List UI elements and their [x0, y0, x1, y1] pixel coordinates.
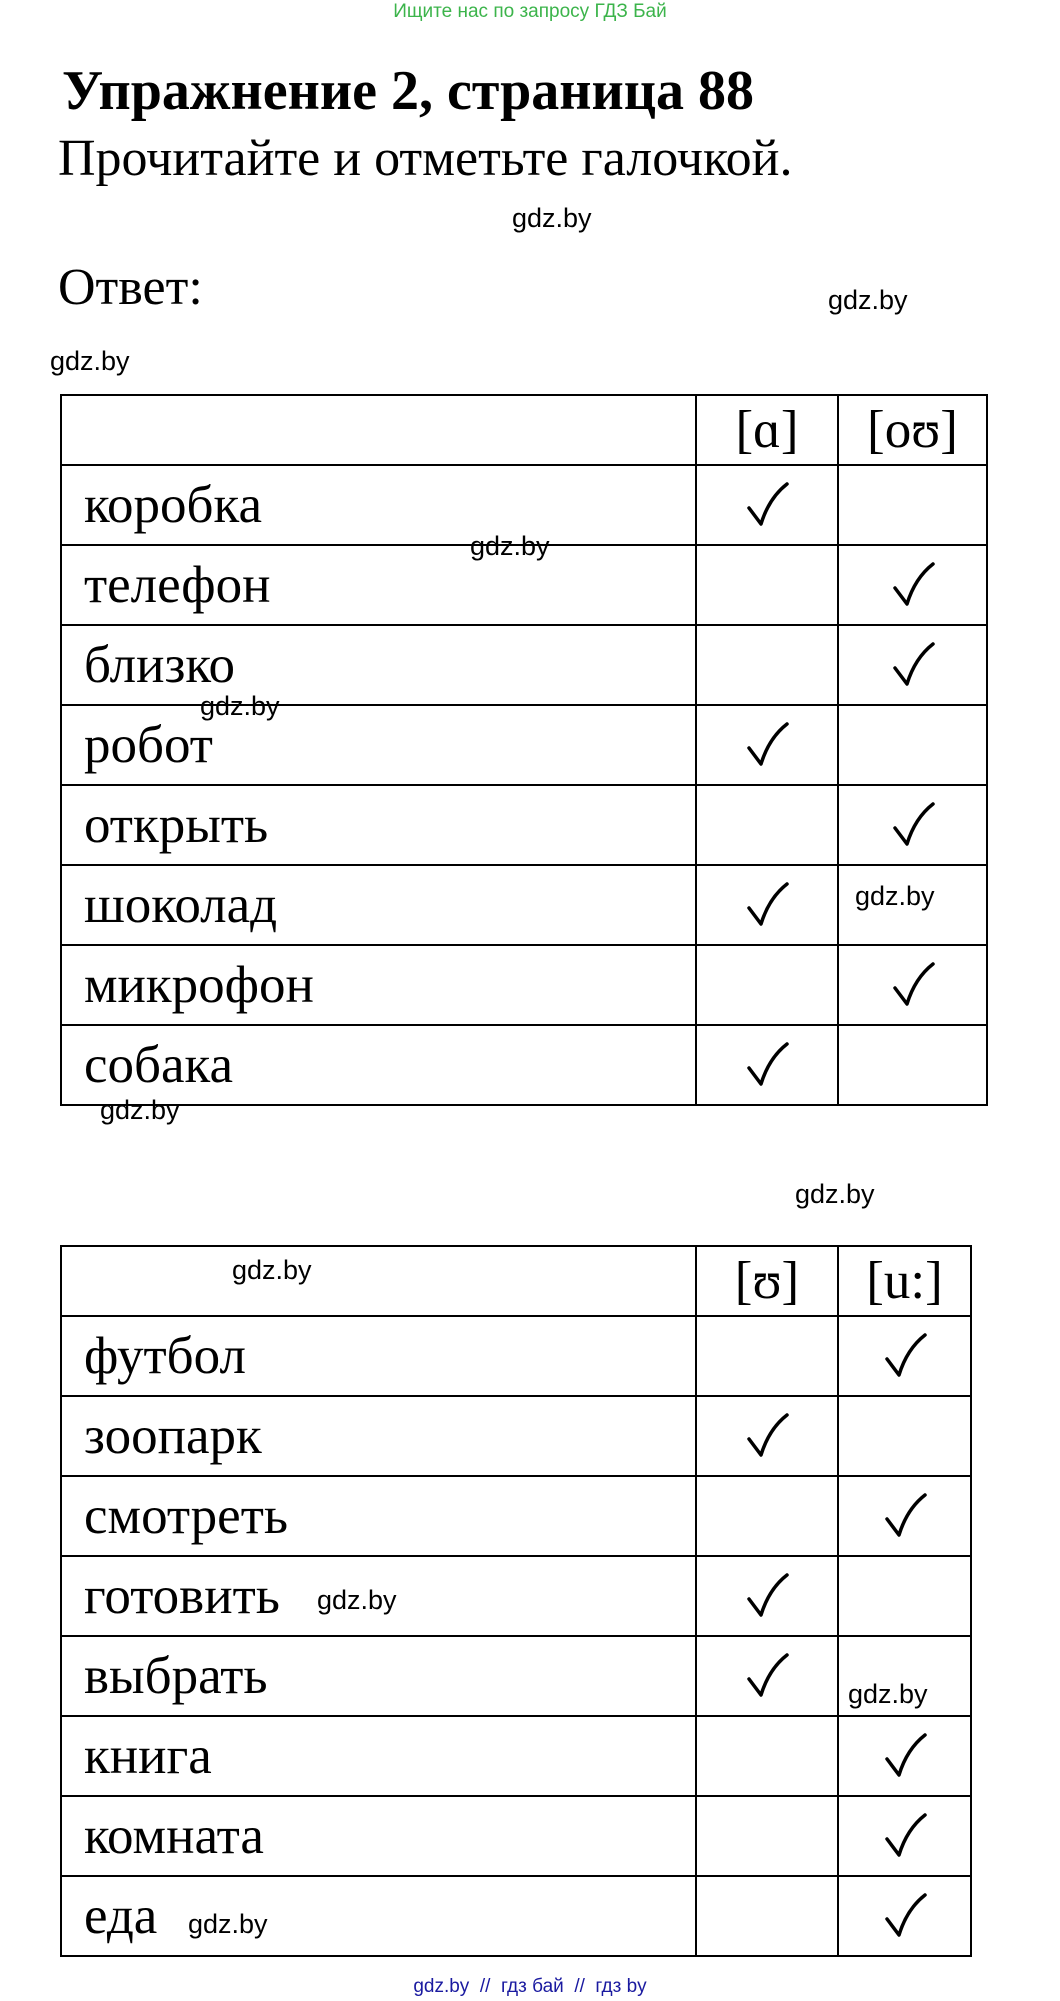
- mark-cell[interactable]: [838, 1716, 971, 1796]
- watermark: gdz.by: [828, 285, 908, 315]
- table-row: [61, 785, 987, 865]
- mark-cell[interactable]: [838, 1796, 971, 1876]
- mark-cell[interactable]: [696, 625, 838, 705]
- table-header-row: [61, 1246, 971, 1316]
- checkmark-icon: [883, 1491, 927, 1541]
- table-row: [61, 945, 987, 1025]
- checkmark-icon: [883, 1891, 927, 1941]
- watermark: gdz.by: [200, 691, 280, 721]
- watermark: gdz.by: [317, 1585, 397, 1615]
- word-cell: футбол: [61, 1316, 696, 1396]
- mark-cell[interactable]: [838, 545, 987, 625]
- table-row: [61, 1316, 971, 1396]
- top-search-link[interactable]: Ищите нас по запросу ГДЗ Бай: [393, 1, 667, 22]
- column-header-sound: [oʊ]: [838, 395, 987, 465]
- word-cell: готовить: [61, 1556, 696, 1636]
- watermark: gdz.by: [50, 346, 130, 376]
- mark-cell[interactable]: [838, 1025, 987, 1105]
- table-row: [61, 1025, 987, 1105]
- word-cell: зоопарк: [61, 1396, 696, 1476]
- mark-cell[interactable]: [696, 1556, 838, 1636]
- checkmark-icon: [891, 800, 935, 850]
- mark-cell[interactable]: [838, 1556, 971, 1636]
- table-row: [61, 865, 987, 945]
- watermark: gdz.by: [795, 1179, 875, 1209]
- mark-cell[interactable]: [838, 1316, 971, 1396]
- table-row: [61, 1796, 971, 1876]
- word-cell: робот: [61, 705, 696, 785]
- exercise-title: Упражнение 2, страница 88: [62, 60, 755, 122]
- checkmark-icon: [745, 1040, 789, 1090]
- vowel-table-2: [60, 1245, 972, 1957]
- watermark: gdz.by: [188, 1909, 268, 1939]
- watermark: gdz.by: [848, 1679, 928, 1709]
- table-row: [61, 1716, 971, 1796]
- watermark: gdz.by: [512, 203, 592, 233]
- mark-cell[interactable]: [696, 465, 838, 545]
- checkmark-icon: [745, 1411, 789, 1461]
- mark-cell[interactable]: [696, 1636, 838, 1716]
- word-cell: еда: [61, 1876, 696, 1956]
- word-cell: выбрать: [61, 1636, 696, 1716]
- header-empty-cell: [61, 1246, 696, 1316]
- exercise-instruction: Прочитайте и отметьте галочкой.: [58, 130, 793, 187]
- watermark: gdz.by: [470, 531, 550, 561]
- column-header-sound: [ʊ]: [696, 1246, 838, 1316]
- mark-cell[interactable]: [838, 465, 987, 545]
- mark-cell[interactable]: [696, 1476, 838, 1556]
- table-row: [61, 1556, 971, 1636]
- checkmark-icon: [745, 480, 789, 530]
- word-cell: микрофон: [61, 945, 696, 1025]
- mark-cell[interactable]: [696, 1876, 838, 1956]
- column-header-sound: [u:]: [838, 1246, 971, 1316]
- checkmark-icon: [745, 1651, 789, 1701]
- mark-cell[interactable]: [696, 945, 838, 1025]
- watermark: gdz.by: [855, 881, 935, 911]
- mark-cell[interactable]: [838, 785, 987, 865]
- column-header-sound: [ɑ]: [696, 395, 838, 465]
- mark-cell[interactable]: [696, 865, 838, 945]
- checkmark-icon: [745, 880, 789, 930]
- mark-cell[interactable]: [838, 705, 987, 785]
- mark-cell[interactable]: [696, 1396, 838, 1476]
- mark-cell[interactable]: [838, 1476, 971, 1556]
- watermark: gdz.by: [232, 1255, 312, 1285]
- table-row: [61, 1476, 971, 1556]
- checkmark-icon: [745, 1571, 789, 1621]
- checkmark-icon: [891, 640, 935, 690]
- mark-cell[interactable]: [696, 1316, 838, 1396]
- checkmark-icon: [891, 560, 935, 610]
- word-cell: открыть: [61, 785, 696, 865]
- word-cell: собака: [61, 1025, 696, 1105]
- checkmark-icon: [745, 720, 789, 770]
- checkmark-icon: [883, 1731, 927, 1781]
- header-empty-cell: [61, 395, 696, 465]
- table-row: [61, 1396, 971, 1476]
- word-cell: телефон: [61, 545, 696, 625]
- mark-cell[interactable]: [838, 945, 987, 1025]
- table-header-row: [61, 395, 987, 465]
- mark-cell[interactable]: [838, 1876, 971, 1956]
- checkmark-icon: [883, 1331, 927, 1381]
- watermark: gdz.by: [100, 1095, 180, 1125]
- word-cell: близко: [61, 625, 696, 705]
- mark-cell[interactable]: [838, 1396, 971, 1476]
- word-cell: комната: [61, 1796, 696, 1876]
- mark-cell[interactable]: [696, 1025, 838, 1105]
- table-row: [61, 1636, 971, 1716]
- word-cell: книга: [61, 1716, 696, 1796]
- mark-cell[interactable]: [696, 785, 838, 865]
- mark-cell[interactable]: [696, 1796, 838, 1876]
- answer-label: Ответ:: [58, 259, 203, 316]
- word-cell: шоколад: [61, 865, 696, 945]
- vowel-table-1: [60, 394, 988, 1106]
- footer-links[interactable]: gdz.by // гдз бай // гдз by: [413, 1976, 647, 1997]
- mark-cell[interactable]: [838, 625, 987, 705]
- checkmark-icon: [883, 1811, 927, 1861]
- word-cell: коробка: [61, 465, 696, 545]
- mark-cell[interactable]: [696, 1716, 838, 1796]
- word-cell: смотреть: [61, 1476, 696, 1556]
- mark-cell[interactable]: [696, 545, 838, 625]
- checkmark-icon: [891, 960, 935, 1010]
- mark-cell[interactable]: [696, 705, 838, 785]
